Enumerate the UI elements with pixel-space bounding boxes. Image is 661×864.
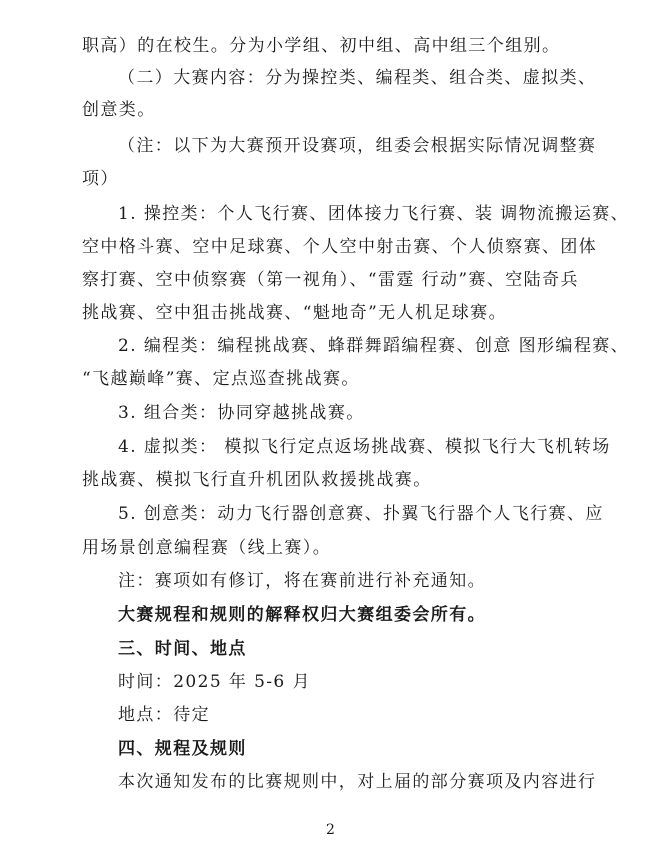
text-line: “飞越巅峰”赛、定点巡查挑战赛。 bbox=[82, 369, 360, 389]
text-line: 挑战赛、模拟飞行直升机团队救援挑战赛。 bbox=[82, 470, 432, 490]
text-line: 2. 编程类：编程挑战赛、蜂群舞蹈编程赛、创意 图形编程赛、 bbox=[118, 336, 630, 356]
section-heading: 四、规程及规则 bbox=[118, 739, 247, 759]
text-line: 职高）的在校生。分为小学组、初中组、高中组三个组别。 bbox=[82, 36, 561, 56]
text-line: 创意类。 bbox=[82, 100, 156, 120]
section-heading: 三、时间、地点 bbox=[118, 639, 247, 659]
page-number: 2 bbox=[326, 822, 335, 838]
text-line: 5. 创意类：动力飞行器创意赛、扑翼飞行器个人飞行赛、应 bbox=[118, 504, 604, 524]
text-line: （注：以下为大赛预开设赛项，组委会根据实际情况调整赛 bbox=[118, 136, 597, 156]
text-line: 4. 虚拟类： 模拟飞行定点返场挑战赛、模拟飞行大飞机转场 bbox=[118, 437, 611, 457]
text-line: 1. 操控类：个人飞行赛、团体接力飞行赛、装 调物流搬运赛、 bbox=[118, 204, 630, 224]
text-line: 本次通知发布的比赛规则中，对上届的部分赛项及内容进行 bbox=[118, 772, 597, 792]
text-line: 用场景创意编程赛（线上赛）。 bbox=[82, 538, 332, 558]
text-line: 大赛规程和规则的解释权归大赛组委会所有。 bbox=[118, 605, 486, 625]
text-line: 察打赛、空中侦察赛（第一视角）、“雷霆 行动”赛、空陆奇兵 bbox=[82, 270, 579, 290]
text-line: 项） bbox=[82, 169, 119, 189]
text-line: 注：赛项如有修订，将在赛前进行补充通知。 bbox=[118, 571, 486, 591]
text-line: 3. 组合类：协同穿越挑战赛。 bbox=[118, 403, 365, 423]
text-line: 挑战赛、空中狙击挑战赛、“魁地奇”无人机足球赛。 bbox=[82, 303, 507, 323]
text-line: 空中格斗赛、空中足球赛、个人空中射击赛、个人侦察赛、团体 bbox=[82, 237, 598, 257]
text-line: 地点：待定 bbox=[118, 705, 210, 725]
text-line: （二）大赛内容：分为操控类、编程类、组合类、虚拟类、 bbox=[118, 68, 597, 88]
text-line: 时间：2025 年 5-6 月 bbox=[118, 672, 311, 692]
